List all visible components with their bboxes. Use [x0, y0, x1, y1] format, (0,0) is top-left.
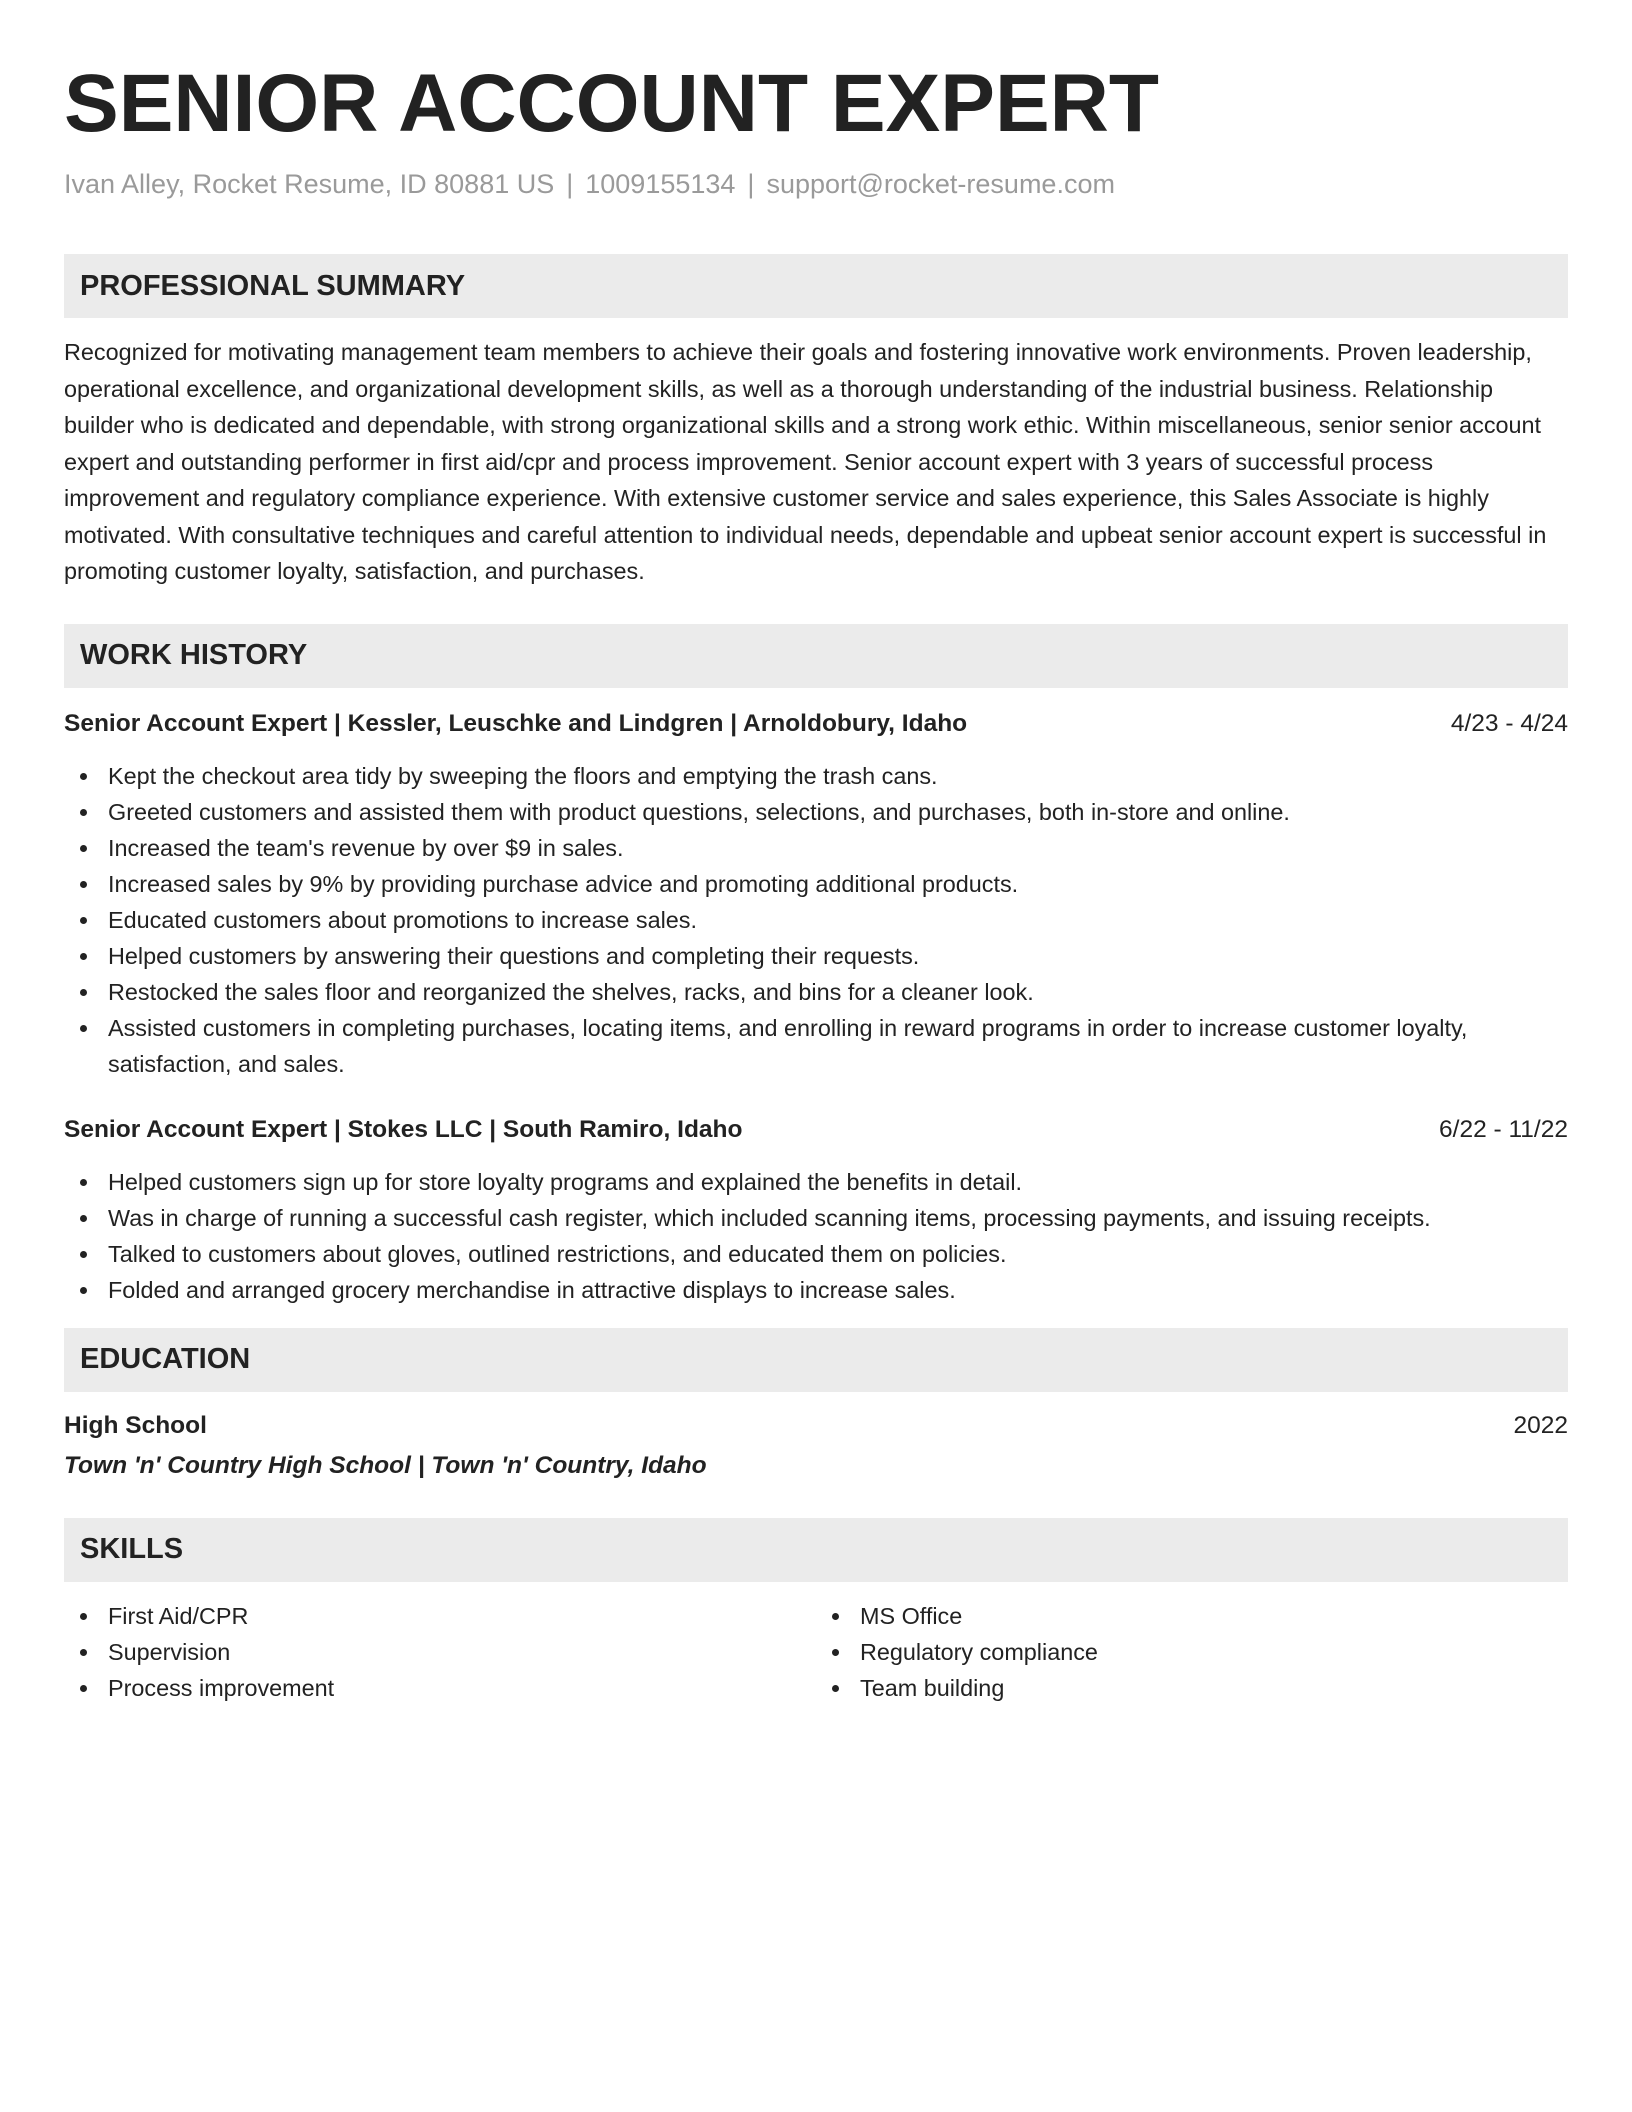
skills-column-left	[64, 1598, 816, 1706]
contact-address: Ivan Alley, Rocket Resume, ID 80881 US	[64, 169, 555, 199]
job-bullet: Increased sales by 9% by providing purchase advice and promoting additional products.	[64, 866, 1568, 902]
skills-list	[816, 1598, 1568, 1706]
job-bullet: Folded and arranged grocery merchandise in attractive displays to increase sales.	[64, 1272, 1568, 1308]
job-bullet: Greeted customers and assisted them with product questions, selections, and purchases, both in-store and online.	[64, 794, 1568, 830]
section-heading-work-history: WORK HISTORY	[64, 624, 1568, 688]
skill-item: MS Office	[816, 1598, 1568, 1634]
job-dates: 6/22 - 11/22	[1439, 1115, 1568, 1143]
contact-email: support@rocket-resume.com	[766, 169, 1115, 199]
job-entry	[64, 706, 1568, 1082]
job-bullet: Increased the team's revenue by over $9 in sales.	[64, 830, 1568, 866]
job-title-row	[64, 706, 1568, 742]
skill-item: Regulatory compliance	[816, 1634, 1568, 1670]
skill-item: Team building	[816, 1670, 1568, 1706]
skills-column-right	[816, 1598, 1568, 1706]
section-heading-summary: PROFESSIONAL SUMMARY	[64, 254, 1568, 318]
section-heading-education: EDUCATION	[64, 1328, 1568, 1392]
skill-item: Process improvement	[64, 1670, 816, 1706]
job-bullet: Helped customers sign up for store loyalty programs and explained the benefits in detail.	[64, 1164, 1568, 1200]
summary-text: Recognized for motivating management team members to achieve their goals and fostering innovative work environments. Proven leadership, operational excellence, and organizational development skills, as well as a thorough understanding of the industrial business. Relationship builder who is dedicated and dependable, with strong organizational skills and a strong work ethic. Within miscellaneous, senior senior account expert and outstanding performer in first aid/cpr and process improvement. Senior account expert with 3 years of successful process improvement and regulatory compliance experience. With extensive customer service and sales experience, this Sales Associate is highly motivated. With consultative techniques and careful attention to individual needs, dependable and upbeat senior account expert is successful in promoting customer loyalty, satisfaction, and purchases.	[64, 339, 1547, 584]
resume-name-title: SENIOR ACCOUNT EXPERT	[64, 58, 1159, 149]
job-bullet-list	[64, 758, 1568, 1082]
education-row	[64, 1408, 1568, 1444]
contact-phone: 1009155134	[585, 169, 736, 199]
job-entry	[64, 1112, 1568, 1308]
skill-item: Supervision	[64, 1634, 816, 1670]
job-title-row	[64, 1112, 1568, 1148]
job-bullet: Restocked the sales floor and reorganized the shelves, racks, and bins for a cleaner look.	[64, 974, 1568, 1010]
job-bullet: Was in charge of running a successful cash register, which included scanning items, processing payments, and issuing receipts.	[64, 1200, 1568, 1236]
education-school: Town 'n' Country High School | Town 'n' Country, Idaho	[64, 1451, 707, 1479]
skills-grid	[64, 1598, 1568, 1706]
job-dates: 4/23 - 4/24	[1450, 709, 1568, 737]
contact-separator: |	[566, 169, 574, 199]
job-bullet: Educated customers about promotions to increase sales.	[64, 902, 1568, 938]
job-bullet: Kept the checkout area tidy by sweeping the floors and emptying the trash cans.	[64, 758, 1568, 794]
education-degree: High School	[64, 1411, 207, 1439]
job-bullet: Helped customers by answering their questions and completing their requests.	[64, 938, 1568, 974]
job-bullet: Assisted customers in completing purchases, locating items, and enrolling in reward programs in order to increase customer loyalty, satisfaction, and sales.	[64, 1010, 1568, 1082]
education-entry	[64, 1408, 1568, 1484]
contact-separator: |	[747, 169, 755, 199]
contact-line	[64, 166, 1568, 202]
skills-list	[64, 1598, 816, 1706]
job-title: Senior Account Expert | Stokes LLC | South Ramiro, Idaho	[64, 1115, 743, 1143]
skill-item: First Aid/CPR	[64, 1598, 816, 1634]
job-title: Senior Account Expert | Kessler, Leuschke and Lindgren | Arnoldobury, Idaho	[64, 709, 968, 737]
education-year: 2022	[1513, 1411, 1568, 1439]
section-heading-skills: SKILLS	[64, 1518, 1568, 1582]
job-bullet-list	[64, 1164, 1568, 1308]
job-bullet: Talked to customers about gloves, outlined restrictions, and educated them on policies.	[64, 1236, 1568, 1272]
